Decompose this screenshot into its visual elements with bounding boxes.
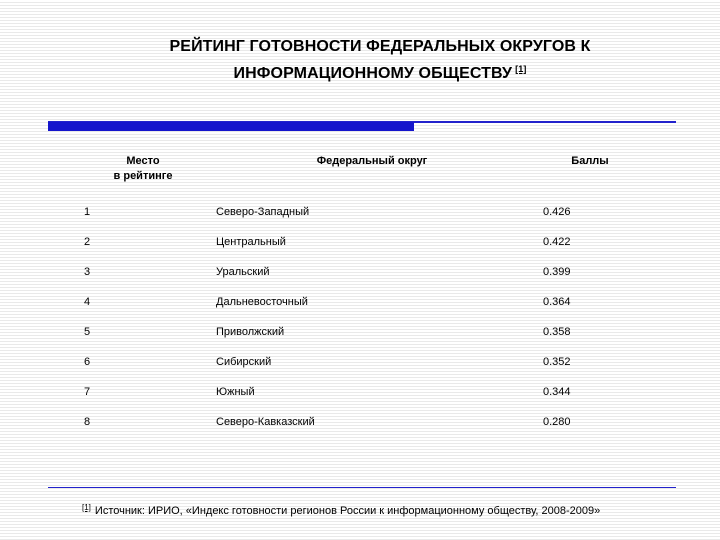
column-header-place-line1: Место [126, 155, 160, 167]
score-cell: 0.364 [543, 296, 571, 308]
district-cell: Южный [216, 386, 255, 398]
table-row [0, 295, 720, 309]
district-cell: Северо-Кавказский [216, 416, 315, 428]
district-cell: Уральский [216, 266, 270, 278]
title-divider-accent [48, 122, 414, 131]
district-cell: Центральный [216, 236, 286, 248]
table-row [0, 355, 720, 369]
title-line-1: РЕЙТИНГ ГОТОВНОСТИ ФЕДЕРАЛЬНЫХ ОКРУГОВ К [169, 38, 591, 55]
score-cell: 0.280 [543, 416, 571, 428]
score-cell: 0.422 [543, 236, 571, 248]
rank-cell: 1 [84, 206, 91, 218]
rank-cell: 7 [84, 386, 91, 398]
rank-cell: 4 [84, 296, 91, 308]
district-cell: Сибирский [216, 356, 272, 368]
district-cell: Дальневосточный [216, 296, 308, 308]
rank-cell: 8 [84, 416, 91, 428]
column-header-place-line2: в рейтинге [113, 170, 173, 182]
page-title [0, 36, 720, 85]
rank-cell: 6 [84, 356, 91, 368]
score-cell: 0.399 [543, 266, 571, 278]
rank-cell: 3 [84, 266, 91, 278]
table-row [0, 415, 720, 429]
title-footnote-ref[interactable]: [1] [515, 64, 527, 74]
footnote-text: Источник: ИРИО, «Индекс готовности регионов России к информационному обществу, 2008-2009» [94, 505, 601, 517]
district-cell: Приволжский [216, 326, 285, 338]
column-header-score: Баллы [571, 155, 609, 167]
score-cell: 0.426 [543, 206, 571, 218]
table-row [0, 385, 720, 399]
table-row [0, 235, 720, 249]
footnote [82, 501, 600, 518]
district-cell: Северо-Западный [216, 206, 310, 218]
score-cell: 0.358 [543, 326, 571, 338]
footnote-ref[interactable]: [1] [82, 503, 91, 512]
table-row [0, 205, 720, 219]
column-header-district: Федеральный округ [316, 155, 428, 167]
table-row [0, 265, 720, 279]
column-header-place [96, 154, 190, 184]
title-line-2-text: ИНФОРМАЦИОННОМУ ОБЩЕСТВУ [233, 65, 513, 82]
score-cell: 0.352 [543, 356, 571, 368]
rank-cell: 2 [84, 236, 91, 248]
rank-cell: 5 [84, 326, 91, 338]
title-line-2 [0, 58, 720, 85]
score-cell: 0.344 [543, 386, 571, 398]
table-row [0, 325, 720, 339]
footnote-divider [48, 487, 676, 488]
